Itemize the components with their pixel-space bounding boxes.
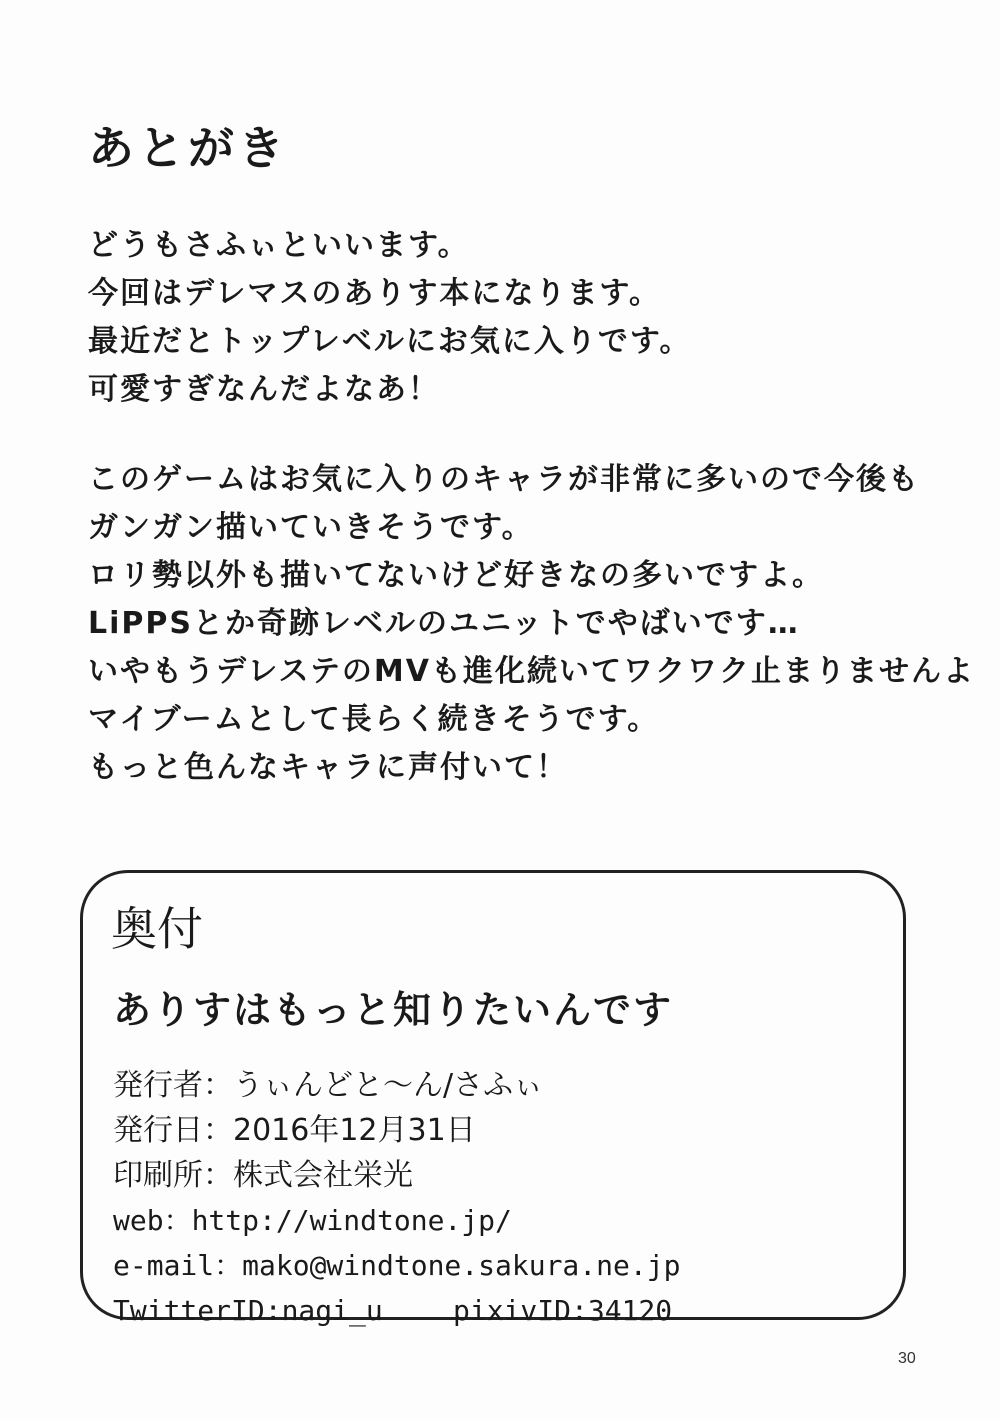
afterword-line: いやもうデレステのMVも進化続いてワクワク止まりませんよ [88, 654, 975, 689]
afterword-body [88, 222, 975, 792]
pixiv-id: pixivID:34120 [453, 1294, 673, 1327]
publisher-line: 発行者：うぃんどと～ん/さふぃ [113, 1068, 544, 1103]
afterword-line: ロリ勢以外も描いてないけど好きなの多いですよ。 [88, 558, 824, 593]
afterword-line: どうもさふぃといいます。 [88, 228, 470, 263]
twitter-id: TwitterID:nagi_u [113, 1294, 383, 1327]
printer-line: 印刷所：株式会社栄光 [113, 1158, 413, 1193]
afterword-line: ガンガン描いていきそうです。 [88, 510, 534, 545]
afterword-line: LiPPSとか奇跡レベルのユニットでやばいです… [88, 606, 800, 641]
book-title: ありすはもっと知りたいんです [113, 988, 674, 1032]
afterword-paragraph-2 [88, 456, 975, 792]
afterword-line: 最近だとトップレベルにお気に入りです。 [88, 324, 692, 359]
afterword-line: マイブームとして長らく続きそうです。 [88, 702, 660, 737]
page-number: 30 [898, 1350, 916, 1367]
sns-line [113, 1288, 873, 1333]
colophon-box [80, 870, 906, 1327]
email-line: e-mail：mako@windtone.sakura.ne.jp [113, 1249, 681, 1282]
afterword-line: もっと色んなキャラに声付いて！ [88, 750, 568, 785]
afterword-line: 可愛すぎなんだよなあ！ [88, 372, 440, 407]
afterword-paragraph-1 [88, 222, 948, 414]
colophon-heading: 奥付 [111, 902, 203, 956]
afterword-line: 今回はデレマスのありす本になります。 [88, 276, 661, 311]
afterword-line: このゲームはお気に入りのキャラが非常に多いので今後も [88, 462, 920, 497]
afterword-heading: あとがき [88, 121, 288, 175]
web-line: web：http://windtone.jp/ [113, 1204, 512, 1237]
publish-date-line: 発行日：2016年12月31日 [113, 1113, 476, 1148]
colophon-info [113, 1063, 873, 1333]
